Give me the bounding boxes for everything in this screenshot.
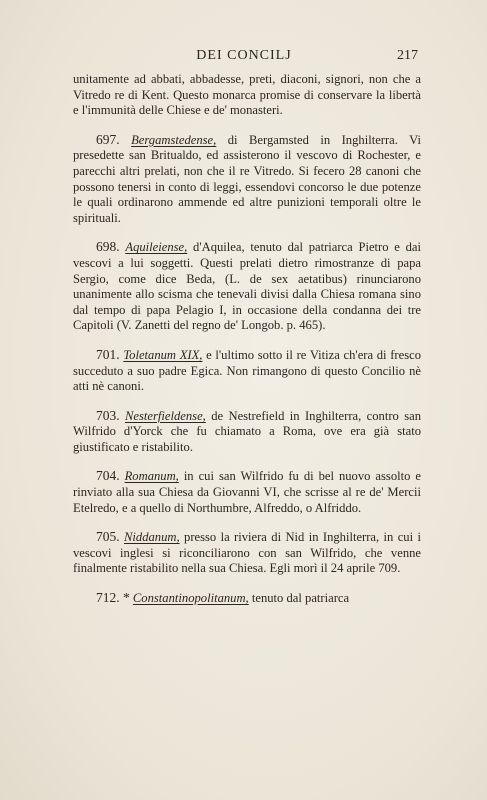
entry-number: 705. xyxy=(96,529,120,545)
council-name: Nesterfieldense, xyxy=(125,408,206,423)
entry-number: 701. xyxy=(96,346,120,362)
council-name: Bergamstedense, xyxy=(131,132,217,147)
paragraph-text: d'Aquilea, tenuto dal patriarca Pietro e dai vescovi a lui soggetti. Questi prelati dietro rimostranze di papa Sergio, come dice Beda, (L. de sex aetatibus) rinunciarono unanimente allo scisma che tenevali divisi dalla Chiesa romana sino dal tempo di papa Pelagio I, in occasione della condanna dei tre Capitoli (V. Zanetti del regno de' Longob. p. 465). xyxy=(73,240,422,333)
entry-number: 698. xyxy=(96,239,120,255)
running-head xyxy=(70,48,418,70)
paragraph-712 xyxy=(73,590,421,607)
page-number: 217 xyxy=(397,48,418,63)
paragraph-705 xyxy=(73,529,421,577)
body-text xyxy=(73,72,421,607)
entry-number: 704. xyxy=(96,468,120,484)
paragraph-text: e l'ultimo sotto il re Vitiza ch'era di fresco succeduto a suo padre Egica. Non rimangono di questo Concilio nè atti nè canoni. xyxy=(73,347,421,394)
paragraph-text: di Bergamsted in Inghilterra. Vi presedette san Britualdo, ed assisterono il vescovo di Rochester, e parecchi altri prelati, non che il re Vitredo. Si fecero 28 canoni che possono tenersi in conto di leggi, essendovi concorso le due potenze le quali ordinarono ammende ed altre punizioni temporali oltre le spirituali. xyxy=(73,132,421,225)
paragraph-698 xyxy=(73,239,421,334)
council-name: Romanum, xyxy=(124,469,179,484)
paragraph-text: de Nestrefield in Inghilterra, contro san Wilfrido d'Yorck che fu chiamato a Roma, ove era già stato giustificato e ristabilito. xyxy=(73,408,421,454)
paragraph-text: in cui san Wilfrido fu di bel nuovo assolto e rinviato alla sua Chiesa da Giovanni VI, che scrisse al re de' Mercii Etelredo, e a quello di Northumbre, Alfreddo, o Alfriddo. xyxy=(73,469,421,515)
paragraph-703 xyxy=(73,408,421,456)
entry-number: 712. * xyxy=(96,590,130,606)
entry-number: 697. xyxy=(96,131,120,147)
paragraph-697 xyxy=(73,132,421,227)
entry-number: 703. xyxy=(96,407,120,423)
paragraph-704 xyxy=(73,468,421,516)
council-name: Toletanum XIX, xyxy=(123,347,203,362)
page-title: DEI CONCILJ xyxy=(196,48,292,63)
paragraph-701 xyxy=(73,347,421,395)
council-name: Constantinopolitanum, xyxy=(132,591,249,606)
paragraph-text: tenuto dal patriarca xyxy=(251,591,350,606)
council-name: Niddanum, xyxy=(124,530,180,545)
paragraph-text: unitamente ad abbati, abbadesse, preti, diaconi, signori, non che a Vitredo re di Kent. Questo monarca promise di conservare la libertà e l'immunità delle Chiese e de' monasteri. xyxy=(73,72,421,118)
paragraph-text: presso la riviera di Nid in Inghilterra, in cui i vescovi inglesi si riconciliarono con san Wilfrido, che venne finalmente ristabilito nella sua Chiesa. Egli morì il 24 aprile 709. xyxy=(73,530,421,576)
paragraph-continued xyxy=(73,72,421,119)
council-name: Aquileiense, xyxy=(125,240,188,255)
